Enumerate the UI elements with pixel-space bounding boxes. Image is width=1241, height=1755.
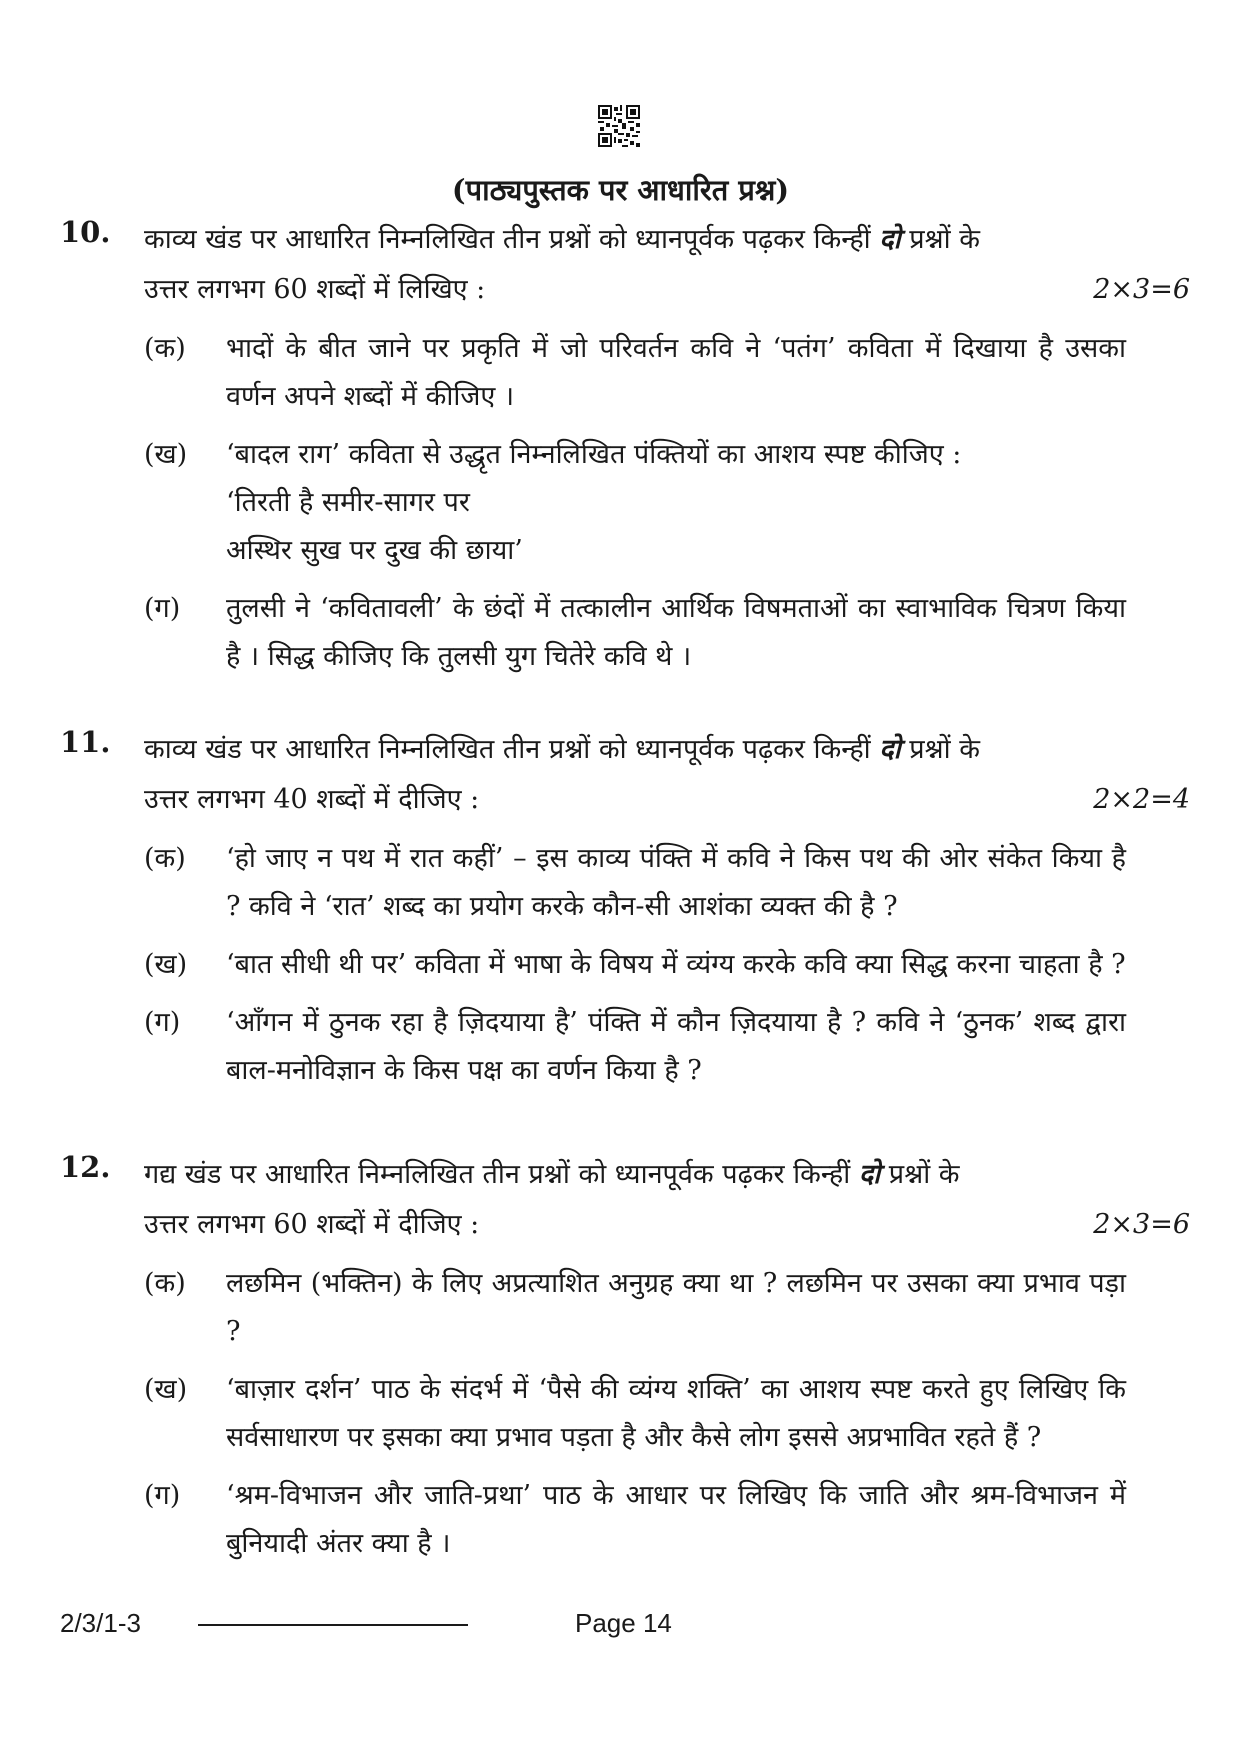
sub-question-text: ‘आँगन में ठुनक रहा है ज़िदयाया है’ पंक्ति में कौन ज़िदयाया है ? कवि ने ‘ठुनक’ शब्द द्वारा बाल-मनोविज्ञान के किस पक्ष का वर्णन किया है ? <box>226 1007 1126 1086</box>
intro-line2-text: उत्तर लगभग 40 शब्दों में दीजिए : <box>144 784 480 815</box>
sub-question-text: ‘बादल राग’ कविता से उद्धृत निम्नलिखित पंक्तियों का आशय स्पष्ट कीजिए : <box>226 439 962 470</box>
intro-text: काव्य खंड पर आधारित निम्नलिखित तीन प्रश्नों को ध्यानपूर्वक पढ़कर किन्हीं <box>144 224 880 255</box>
marks: 2×3=6 <box>1093 274 1190 305</box>
sub-question <box>144 585 1190 681</box>
question-11 <box>60 725 1190 1095</box>
quoted-verse-line: ‘तिरती है समीर-सागर पर <box>226 487 470 518</box>
marks: 2×2=4 <box>1093 784 1190 815</box>
intro-emphasis: दो <box>879 224 901 255</box>
marks: 2×3=6 <box>1093 1209 1190 1240</box>
sub-question-label: (ग) <box>144 593 181 624</box>
section-heading: (पाठ्यपुस्तक पर आधारित प्रश्न) <box>451 173 790 207</box>
sub-question-label: (ख) <box>144 439 188 470</box>
question-number: 11. <box>60 725 111 759</box>
question-12 <box>60 1150 1190 1568</box>
intro-line2-text: उत्तर लगभग 60 शब्दों में दीजिए : <box>144 1209 480 1240</box>
footer-divider <box>198 1624 468 1626</box>
sub-question-label: (ख) <box>144 1374 188 1405</box>
sub-question <box>144 1472 1190 1568</box>
sub-question-text: लछमिन (भक्तिन) के लिए अप्रत्याशित अनुग्रह क्या था ? लछमिन पर उसका क्या प्रभाव पड़ा ? <box>226 1268 1126 1347</box>
question-10 <box>60 215 1190 681</box>
quoted-verse-line: अस्थिर सुख पर दुख की छाया’ <box>226 535 523 566</box>
sub-question <box>144 1260 1190 1356</box>
sub-question <box>144 1366 1190 1462</box>
sub-question-text: ‘बाज़ार दर्शन’ पाठ के संदर्भ में ‘पैसे की व्यंग्य शक्ति’ का आशय स्पष्ट करते हुए लिखिए कि सर्वसाधारण पर इसका क्या प्रभाव पड़ता है और कैसे लोग इससे अप्रभावित रहते हैं ? <box>226 1374 1126 1453</box>
sub-question-label: (ग) <box>144 1480 181 1511</box>
question-intro-line2 <box>144 775 1190 825</box>
sub-question <box>144 325 1190 421</box>
question-intro <box>144 215 1184 265</box>
sub-question-label: (ग) <box>144 1007 181 1038</box>
page-number: Page 14 <box>575 1608 672 1638</box>
intro-text: काव्य खंड पर आधारित निम्नलिखित तीन प्रश्नों को ध्यानपूर्वक पढ़कर किन्हीं <box>144 734 880 765</box>
question-intro-line2 <box>144 1200 1190 1250</box>
question-intro <box>144 1150 1184 1200</box>
sub-question <box>144 431 1190 575</box>
sub-question-label: (क) <box>144 1268 186 1299</box>
sub-question <box>144 835 1190 931</box>
sub-question-text: ‘श्रम-विभाजन और जाति-प्रथा’ पाठ के आधार पर लिखिए कि जाति और श्रम-विभाजन में बुनियादी अंतर क्या है । <box>226 1480 1126 1559</box>
paper-code: 2/3/1-3 <box>60 1608 141 1638</box>
intro-emphasis: दो <box>879 734 901 765</box>
intro-line2-text: उत्तर लगभग 60 शब्दों में लिखिए : <box>144 274 486 305</box>
sub-question-text: ‘बात सीधी थी पर’ कविता में भाषा के विषय में व्यंग्य करके कवि क्या सिद्ध करना चाहता है ? <box>226 949 1126 980</box>
question-number: 10. <box>60 215 111 249</box>
sub-question-text: भादों के बीत जाने पर प्रकृति में जो परिवर्तन कवि ने ‘पतंग’ कविता में दिखाया है उसका वर्णन अपने शब्दों में कीजिए । <box>226 333 1126 412</box>
question-intro-line2 <box>144 265 1190 315</box>
sub-question <box>144 941 1190 989</box>
sub-question-label: (ख) <box>144 949 188 980</box>
sub-question-text: तुलसी ने ‘कवितावली’ के छंदों में तत्कालीन आर्थिक विषमताओं का स्वाभाविक चित्रण किया है । सिद्ध कीजिए कि तुलसी युग चितेरे कवि थे । <box>226 593 1126 672</box>
intro-text-end: प्रश्नों के <box>880 1159 960 1190</box>
intro-text-end: प्रश्नों के <box>900 734 980 765</box>
sub-question-text: ‘हो जाए न पथ में रात कहीं’ – इस काव्य पंक्ति में कवि ने किस पथ की ओर संकेत किया है ? कवि ने ‘रात’ शब्द का प्रयोग करके कौन-सी आशंका व्यक्त की है ? <box>226 843 1126 922</box>
sub-question-label: (क) <box>144 843 186 874</box>
sub-question-label: (क) <box>144 333 186 364</box>
sub-question <box>144 999 1190 1095</box>
question-intro <box>144 725 1184 775</box>
qr-code-icon <box>598 105 640 147</box>
intro-text: गद्य खंड पर आधारित निम्नलिखित तीन प्रश्नों को ध्यानपूर्वक पढ़कर किन्हीं <box>144 1159 859 1190</box>
intro-emphasis: दो <box>858 1159 881 1190</box>
intro-text-end: प्रश्नों के <box>900 224 980 255</box>
question-number: 12. <box>60 1150 111 1184</box>
